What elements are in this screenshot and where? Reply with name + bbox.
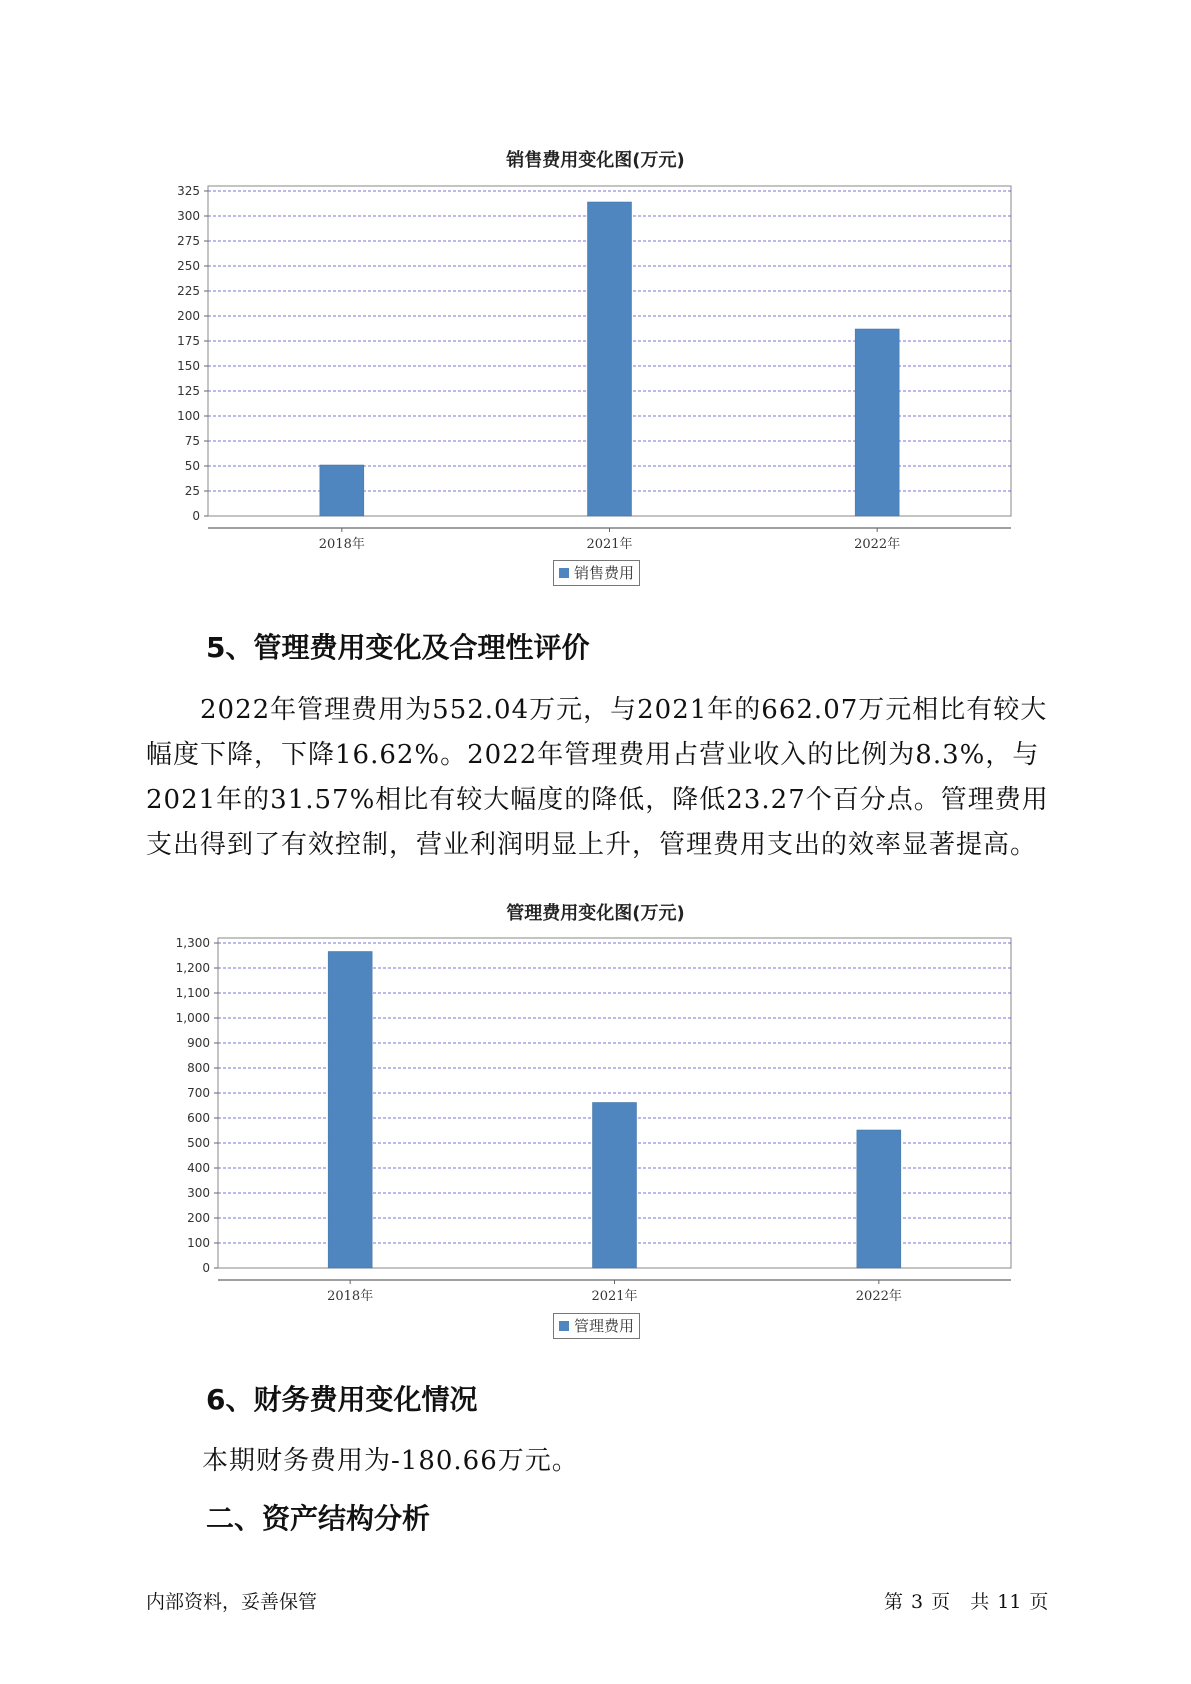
legend-swatch — [559, 568, 569, 578]
section-heading-assets: 二、资产结构分析 — [206, 1502, 431, 1535]
y-tick-label: 125 — [177, 384, 200, 398]
y-tick-label: 100 — [187, 1236, 210, 1250]
y-tick-label: 250 — [177, 259, 200, 273]
y-tick-label: 0 — [192, 509, 200, 523]
management-expense-chart — [0, 932, 1191, 1304]
chart-legend-management — [553, 1313, 640, 1339]
y-tick-label: 900 — [187, 1036, 210, 1050]
y-tick-label: 1,200 — [175, 961, 210, 975]
management-paragraph: 2022年管理费用为552.04万元，与2021年的662.07万元相比有较大幅度下降，下降16.62%。2022年管理费用占营业收入的比例为8.3%，与2021年的31.57%相比有较大幅度的降低，降低23.27个百分点。管理费用支出得到了有效控制，营业利润明显上升，管理费用支出的效率显著提高。 — [146, 695, 1049, 860]
y-tick-label: 1,000 — [175, 1011, 210, 1025]
total-unit: 页 — [1029, 1591, 1049, 1613]
y-tick-label: 200 — [177, 309, 200, 323]
bar — [588, 202, 632, 516]
chart-title-management: 管理费用变化图(万元) — [506, 903, 685, 924]
y-tick-label: 600 — [187, 1111, 210, 1125]
y-tick-label: 400 — [187, 1161, 210, 1175]
section-heading-finance: 6、财务费用变化情况 — [206, 1383, 478, 1416]
x-tick-label: 2018年 — [318, 537, 365, 552]
chart-legend-sales — [553, 560, 640, 586]
x-tick-label: 2018年 — [327, 1289, 374, 1304]
chart-title-sales: 销售费用变化图(万元) — [506, 150, 685, 171]
y-tick-label: 50 — [184, 459, 200, 473]
y-tick-label: 325 — [177, 184, 200, 198]
y-tick-label: 0 — [202, 1261, 210, 1275]
y-tick-label: 700 — [187, 1086, 210, 1100]
y-tick-label: 1,100 — [175, 986, 210, 1000]
y-tick-label: 800 — [187, 1061, 210, 1075]
legend-label: 管理费用 — [574, 1317, 635, 1335]
x-tick-label: 2021年 — [591, 1289, 638, 1304]
y-tick-label: 225 — [177, 284, 200, 298]
sales-expense-chart — [0, 180, 1191, 552]
y-tick-label: 300 — [177, 209, 200, 223]
footer-confidential: 内部资料，妥善保管 — [146, 1591, 318, 1613]
page-prefix: 第 — [884, 1591, 904, 1613]
x-tick-label: 2021年 — [586, 537, 633, 552]
footer-page-number — [880, 1587, 1052, 1614]
y-tick-label: 500 — [187, 1136, 210, 1150]
page-unit: 页 — [931, 1591, 951, 1613]
bar — [593, 1102, 637, 1268]
page-current: 3 — [911, 1591, 924, 1613]
y-tick-label: 75 — [184, 434, 200, 448]
legend-label: 销售费用 — [574, 564, 635, 582]
x-tick-label: 2022年 — [855, 1289, 902, 1304]
finance-paragraph: 本期财务费用为-180.66万元。 — [202, 1446, 579, 1476]
y-tick-label: 275 — [177, 234, 200, 248]
total-prefix: 共 — [970, 1591, 990, 1613]
y-tick-label: 200 — [187, 1211, 210, 1225]
section-heading-management: 5、管理费用变化及合理性评价 — [206, 631, 590, 664]
y-tick-label: 300 — [187, 1186, 210, 1200]
bar — [855, 329, 899, 516]
x-tick-label: 2022年 — [854, 537, 901, 552]
y-tick-label: 25 — [184, 484, 200, 498]
bar — [320, 465, 364, 516]
y-tick-label: 1,300 — [175, 936, 210, 950]
legend-swatch — [559, 1321, 569, 1331]
y-tick-label: 100 — [177, 409, 200, 423]
y-tick-label: 150 — [177, 359, 200, 373]
bar — [857, 1130, 901, 1268]
y-tick-label: 175 — [177, 334, 200, 348]
page-total: 11 — [997, 1591, 1022, 1613]
bar — [328, 952, 372, 1269]
